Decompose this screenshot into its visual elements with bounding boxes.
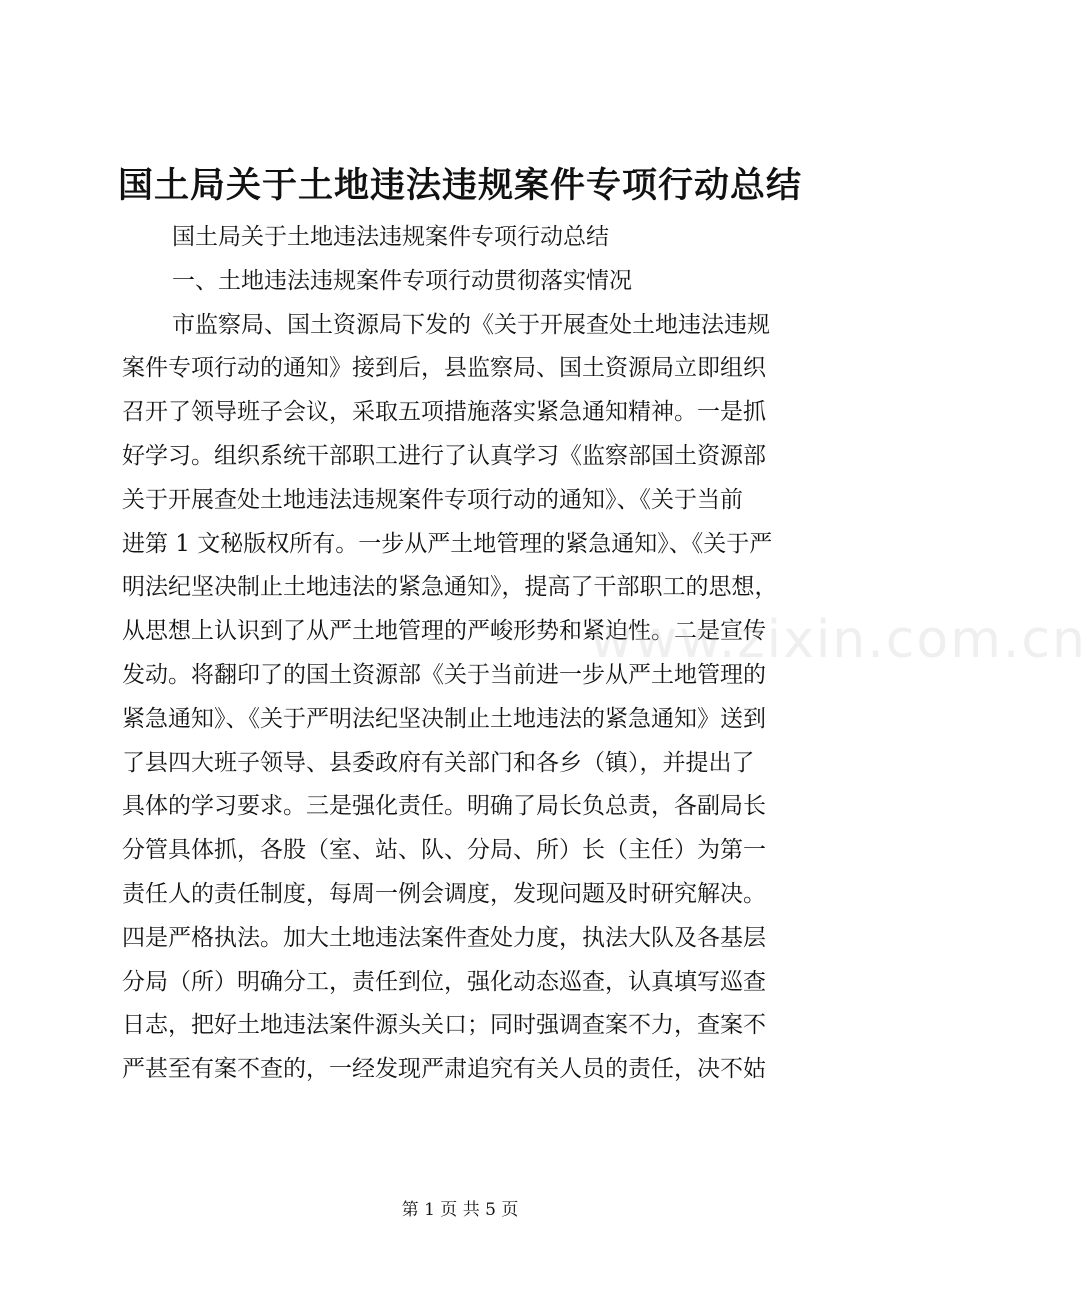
body-line: 从思想上认识到了从严土地管理的严峻形势和紧迫性。二是宣传 bbox=[122, 618, 766, 645]
body-line: 责任人的责任制度，每周一例会调度，发现问题及时研究解决。 bbox=[122, 880, 766, 907]
body-line: 分管具体抓，各股（室、站、队、分局、所）长（主任）为第一 bbox=[122, 837, 766, 864]
body-line: 了县四大班子领导、县委政府有关部门和各乡（镇），并提出了 bbox=[122, 749, 755, 776]
body-line: 具体的学习要求。三是强化责任。明确了局长负总责，各副局长 bbox=[122, 793, 766, 820]
watermark: www.zixin.com.cn bbox=[590, 610, 1087, 670]
body-line: 日志，把好土地违法案件源头关口；同时强调查案不力，查案不 bbox=[122, 1012, 766, 1039]
body-line: 关于开展查处土地违法违规案件专项行动的通知》、《关于当前 bbox=[122, 486, 743, 513]
body-line-subtitle: 国土局关于土地违法违规案件专项行动总结 bbox=[172, 224, 609, 250]
body-line: 好学习。组织系统干部职工进行了认真学习《监察部国土资源部 bbox=[122, 442, 766, 469]
body-line: 案件专项行动的通知》接到后，县监察局、国土资源局立即组织 bbox=[122, 355, 766, 382]
body-line-section-heading: 一、土地违法违规案件专项行动贯彻落实情况 bbox=[172, 267, 632, 294]
body-line: 明法纪坚决制止土地违法的紧急通知》，提高了干部职工的思想， bbox=[122, 574, 778, 601]
body-line: 市监察局、国土资源局下发的《关于开展查处土地违法违规 bbox=[172, 311, 770, 338]
body-line: 召开了领导班子会议，采取五项措施落实紧急通知精神。一是抓 bbox=[122, 399, 766, 426]
page-footer bbox=[0, 1198, 920, 1222]
body-line: 紧急通知》、《关于严明法纪坚决制止土地违法的紧急通知》送到 bbox=[122, 705, 766, 732]
document-body bbox=[122, 216, 822, 1092]
page-indicator: 第 1 页 共 5 页 bbox=[401, 1200, 519, 1220]
document-title: 国土局关于土地违法违规案件专项行动总结 bbox=[117, 165, 802, 206]
body-line: 发动。将翻印了的国土资源部《关于当前进一步从严土地管理的 bbox=[122, 661, 766, 688]
body-line: 四是严格执法。加大土地违法案件查处力度，执法大队及各基层 bbox=[122, 924, 766, 951]
body-line: 严甚至有案不查的，一经发现严肃追究有关人员的责任，决不姑 bbox=[122, 1056, 766, 1083]
body-line: 分局（所）明确分工，责任到位，强化动态巡查，认真填写巡查 bbox=[122, 968, 766, 995]
body-line: 进第 1 文秘版权所有。一步从严土地管理的紧急通知》、《关于严 bbox=[122, 530, 773, 557]
